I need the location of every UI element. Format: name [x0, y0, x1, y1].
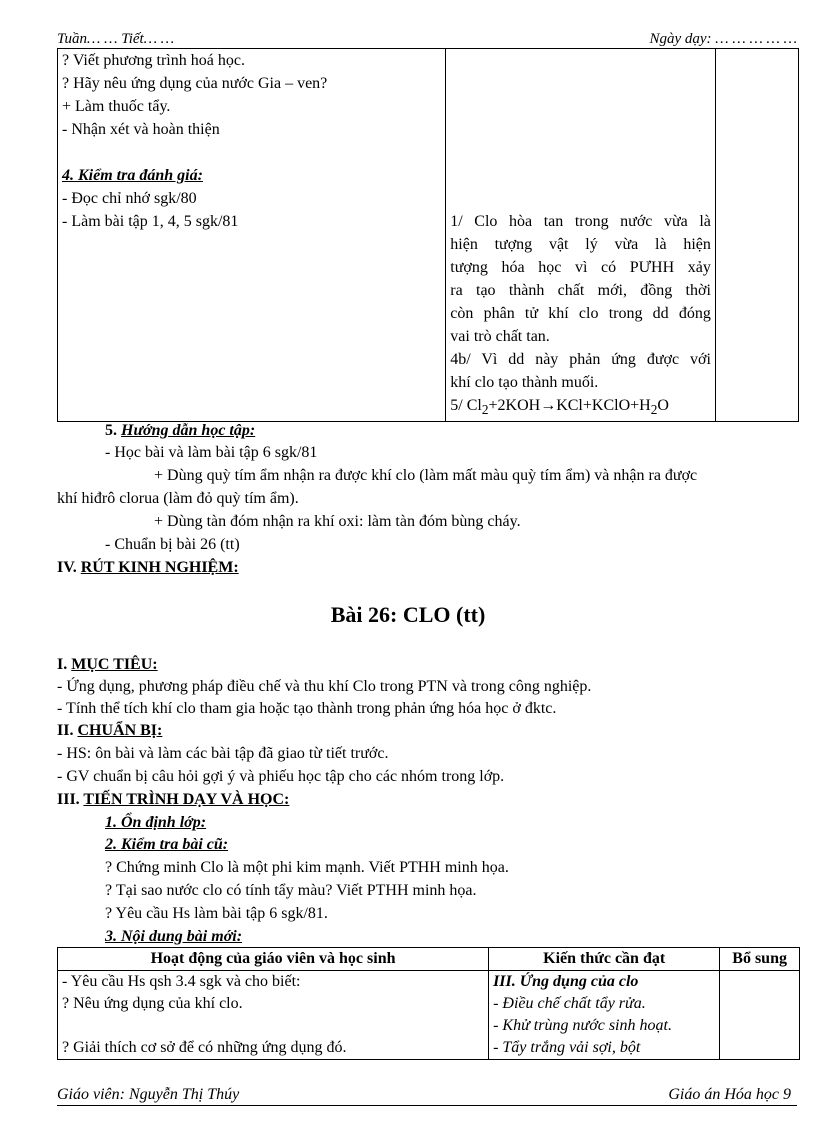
t2-header: Hoạt động của giáo viên và học sinh: [58, 948, 489, 971]
review-question: ? Tại sao nước clo có tính tẩy màu? Viết PTHH minh họa.: [105, 882, 477, 899]
t2-line: - Khử trùng nước sinh hoạt.: [493, 1017, 672, 1034]
t1-line: - Đọc chỉ nhớ sgk/80: [62, 190, 197, 207]
t1-line: ? Hãy nêu ứng dụng của nước Gia – ven?: [62, 75, 328, 92]
table1-col3: [715, 49, 798, 422]
prep-line: - GV chuẩn bị câu hỏi gợi ý và phiếu học tập cho các nhóm trong lớp.: [57, 768, 505, 785]
guide-heading: 5. Hướng dẫn học tập:: [105, 422, 256, 439]
lesson-table-2: [57, 947, 800, 1060]
t1-equation: 5/ $Cl_2+2KOH\to KCl+KClO+H_2O$: [450, 397, 669, 418]
t1-answer-line: ra tạo thành chất mới, đồng thời: [450, 282, 711, 299]
page-footer: [57, 1085, 797, 1106]
prep-line: - HS: ôn bài và làm các bài tập đã giao từ tiết trước.: [57, 745, 389, 762]
table1-col1: [58, 49, 446, 422]
t2-line: ? Giải thích cơ sở để có những ứng dụng đó.: [62, 1039, 347, 1056]
section-iii-heading: III. TIẾN TRÌNH DẠY VÀ HỌC:: [57, 791, 290, 808]
objective-line: - Ứng dụng, phương pháp điều chế và thu khí Clo trong PTN và trong công nghiệp.: [57, 678, 592, 695]
t2-header: Bổ sung: [720, 948, 800, 971]
t2-header: Kiến thức cần đạt: [489, 948, 720, 971]
t2-section-title: III. Ứng dụng của clo: [493, 973, 639, 990]
t1-line: + Làm thuốc tẩy.: [62, 98, 171, 115]
t2-line: - Điều chế chất tẩy rửa.: [493, 995, 646, 1012]
lesson-table-1: [57, 48, 799, 422]
step-heading: 3. Nội dung bài mới:: [105, 928, 243, 945]
t1-blank: [62, 141, 441, 164]
t1-answer-line: hiện tượng vật lý vừa là hiện: [450, 236, 711, 253]
t1-answer-line: còn phân tử khí clo trong dd đóng: [450, 305, 711, 322]
guide-line: + Dùng quỳ tím ẩm nhận ra được khí clo (làm mất màu quỳ tím ẩm) và nhận ra được: [154, 467, 698, 484]
t2-line: ? Nêu ứng dụng của khí clo.: [62, 995, 243, 1012]
step-heading: 1. Ổn định lớp:: [105, 814, 207, 831]
guide-line: + Dùng tàn đóm nhận ra khí oxi: làm tàn đóm bùng cháy.: [154, 513, 521, 530]
page-header: [57, 30, 797, 49]
t1-answer-line: tượng hóa học vì có PƯHH xảy: [450, 259, 711, 276]
review-question: ? Yêu cầu Hs làm bài tập 6 sgk/81.: [105, 905, 328, 922]
t2-blank: [62, 1015, 484, 1037]
guide-line: - Chuẩn bị bài 26 (tt): [105, 536, 240, 553]
t1-line: - Nhận xét và hoàn thiện: [62, 121, 220, 138]
t2-line: - Tẩy trắng vải sợi, bột: [493, 1039, 641, 1056]
review-question: ? Chứng minh Clo là một phi kim mạnh. Viết PTHH minh họa.: [105, 859, 509, 876]
t1-line: ? Viết phương trình hoá học.: [62, 52, 245, 69]
footer-right: Giáo án Hóa học 9: [668, 1086, 791, 1103]
t2-col2: [489, 971, 720, 1060]
t2-col3: [720, 971, 800, 1060]
header-right: Ngày dạy: … … … … …: [649, 31, 797, 47]
section-iv-heading: IV. RÚT KINH NGHIỆM:: [57, 559, 239, 576]
lesson-title: Bài 26: CLO (tt): [330, 602, 486, 627]
t1-subheading: 4. Kiểm tra đánh giá:: [62, 167, 203, 184]
section-ii-heading: II. CHUẨN BỊ:: [57, 722, 163, 739]
t2-line: - Yêu cầu Hs qsh 3.4 sgk và cho biết:: [62, 973, 301, 990]
objective-line: - Tính thể tích khí clo tham gia hoặc tạo thành trong phản ứng hóa học ở đktc.: [57, 700, 557, 717]
t1-answer-line: 1/ Clo hòa tan trong nước vừa là: [450, 213, 711, 230]
t1-line: - Làm bài tập 1, 4, 5 sgk/81: [62, 213, 239, 230]
t1-answer-line: vai trò chất tan.: [450, 328, 550, 345]
footer-left: Giáo viên: Nguyễn Thị Thúy: [57, 1086, 240, 1103]
header-left: Tuần… … Tiết… …: [57, 31, 175, 47]
step-heading: 2. Kiểm tra bài cũ:: [105, 836, 229, 853]
t1-answer-line: khí clo tạo thành muối.: [450, 374, 599, 391]
table1-col2: [446, 49, 716, 422]
guide-line: khí hiđrô clorua (làm đỏ quỳ tím ẩm).: [57, 490, 299, 507]
t2-col1: [58, 971, 489, 1060]
guide-line: - Học bài và làm bài tập 6 sgk/81: [105, 444, 318, 461]
section-i-heading: I. MỤC TIÊU:: [57, 656, 158, 673]
t1-answer-line: 4b/ Vì dd này phản ứng được với: [450, 351, 711, 368]
